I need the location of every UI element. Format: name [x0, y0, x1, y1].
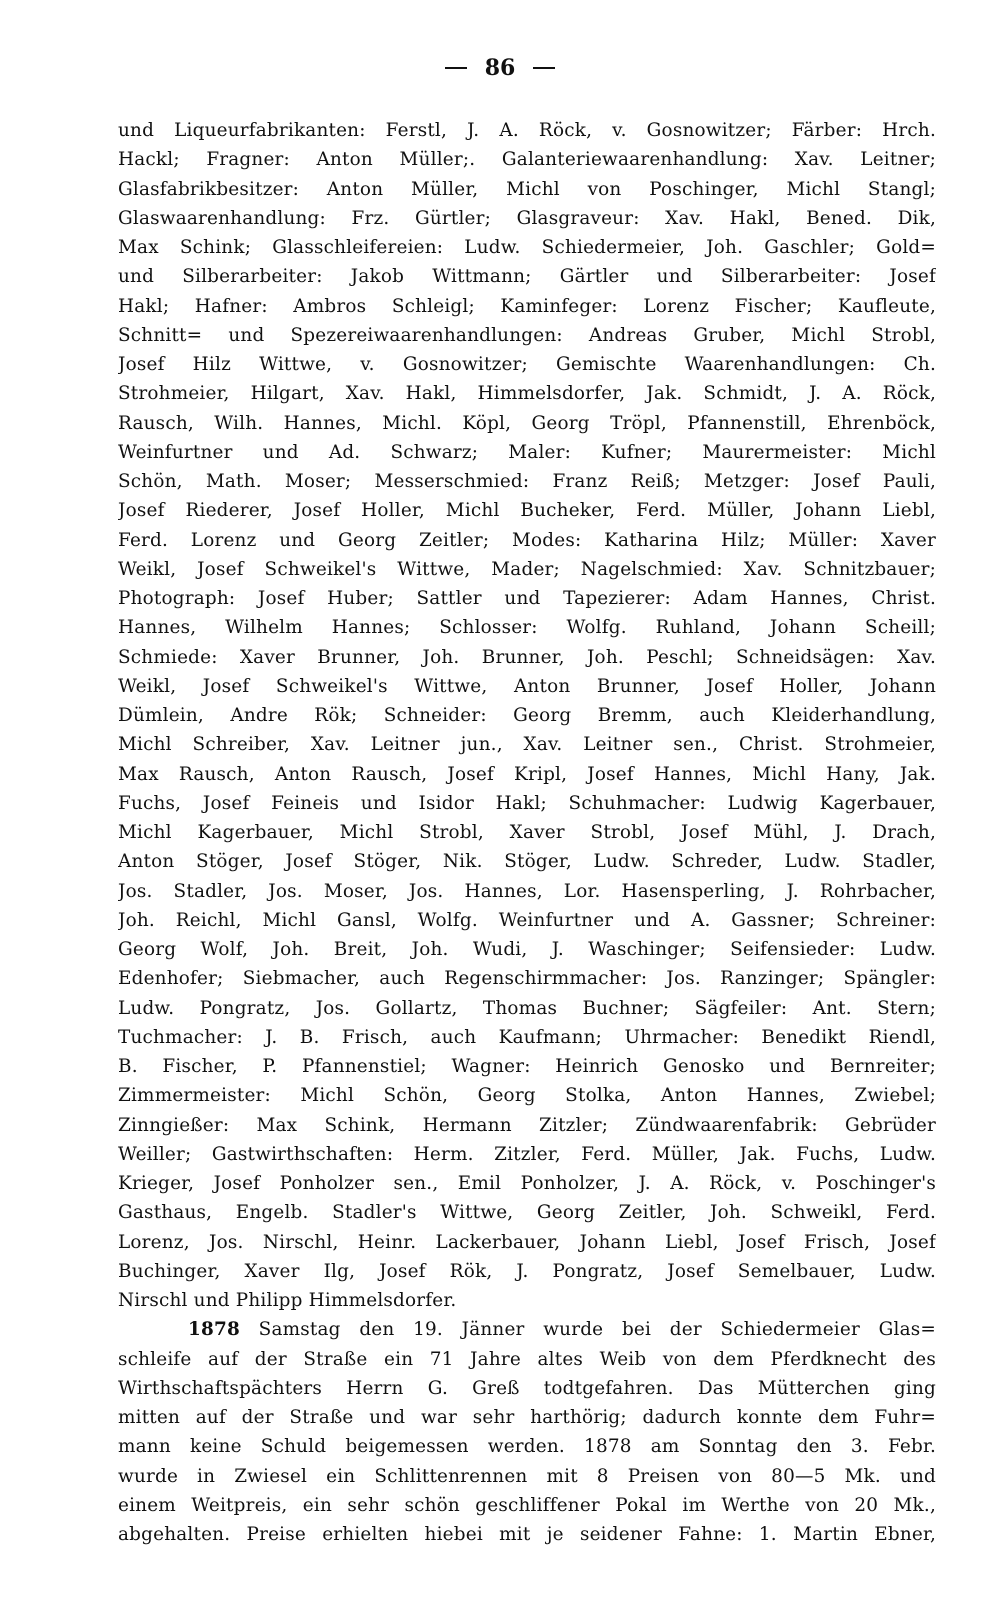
- text-line: Glasfabrikbesitzer: Anton Müller, Michl von Poschinger, Michl Stangl;: [118, 178, 936, 200]
- text-line: mitten auf der Straße und war sehr harthörig; dadurch konnte dem Fuhr=: [118, 1407, 936, 1428]
- text-line: Weikl, Josef Schweikel's Wittwe, Anton Brunner, Josef Holler, Johann: [118, 675, 936, 697]
- text-line: und Liqueurfabrikanten: Ferstl, J. A. Röck, v. Gosnowitzer; Färber: Hrch.: [118, 120, 936, 141]
- text-line: Schön, Math. Moser; Messerschmied: Franz Reiß; Metzger: Josef Pauli,: [118, 471, 936, 492]
- text-line: Max Rausch, Anton Rausch, Josef Kripl, Josef Hannes, Michl Hany, Jak.: [118, 763, 936, 785]
- paragraph-1878-events: [118, 1315, 936, 1549]
- text-line: Schmiede: Xaver Brunner, Joh. Brunner, Joh. Peschl; Schneidsägen: Xav.: [118, 646, 936, 668]
- text-line: und Silberarbeiter: Jakob Wittmann; Gärtler und Silberarbeiter: Josef: [118, 266, 936, 288]
- text-line: Glaswaarenhandlung: Frz. Gürtler; Glasgraveur: Xav. Hakl, Bened. Dik,: [118, 207, 936, 229]
- text-line: Gasthaus, Engelb. Stadler's Wittwe, Georg Zeitler, Joh. Schweikl, Ferd.: [118, 1202, 936, 1224]
- text-line: Hackl; Fragner: Anton Müller;. Galanteriewaarenhandlung: Xav. Leitner;: [118, 149, 936, 171]
- text-line: Fuchs, Josef Feineis und Isidor Hakl; Schuhmacher: Ludwig Kagerbauer,: [118, 792, 936, 814]
- year-label: 1878: [188, 1319, 240, 1341]
- text-line: wurde in Zwiesel ein Schlittenrennen mit 8 Preisen von 80—5 Mk. und: [118, 1465, 936, 1487]
- text-line: Photograph: Josef Huber; Sattler und Tapezierer: Adam Hannes, Christ.: [118, 588, 936, 609]
- first-line-text: Samstag den 19. Jänner wurde bei der Schiedermeier Glas=: [240, 1319, 936, 1341]
- text-line: Weiller; Gastwirthschaften: Herm. Zitzler, Ferd. Müller, Jak. Fuchs, Ludw.: [118, 1143, 936, 1165]
- text-line: Hakl; Hafner: Ambros Schleigl; Kaminfeger: Lorenz Fischer; Kaufleute,: [118, 295, 936, 317]
- text-line: Josef Riederer, Josef Holler, Michl Bucheker, Ferd. Müller, Johann Liebl,: [118, 500, 936, 522]
- text-line: Hannes, Wilhelm Hannes; Schlosser: Wolfg. Ruhland, Johann Scheill;: [118, 617, 936, 639]
- text-line: Strohmeier, Hilgart, Xav. Hakl, Himmelsdorfer, Jak. Schmidt, J. A. Röck,: [118, 383, 936, 405]
- text-line: Weikl, Josef Schweikel's Wittwe, Mader; Nagelschmied: Xav. Schnitzbauer;: [118, 558, 936, 580]
- text-line: Joh. Reichl, Michl Gansl, Wolfg. Weinfurtner und A. Gassner; Schreiner:: [118, 909, 936, 931]
- text-line: abgehalten. Preise erhielten hiebei mit je seidener Fahne: 1. Martin Ebner,: [118, 1524, 936, 1545]
- text-line: Rausch, Wilh. Hannes, Michl. Köpl, Georg Tröpl, Pfannenstill, Ehrenböck,: [118, 412, 936, 434]
- body-text: [118, 116, 936, 1549]
- header-dash-right: [533, 67, 555, 69]
- text-line: schleife auf der Straße ein 71 Jahre altes Weib von dem Pferdknecht des: [118, 1348, 936, 1370]
- text-line: Zinngießer: Max Schink, Hermann Zitzler; Zündwaarenfabrik: Gebrüder: [118, 1114, 936, 1136]
- text-line: Dümlein, Andre Rök; Schneider: Georg Bremm, auch Kleiderhandlung,: [118, 705, 936, 726]
- text-line: Krieger, Josef Ponholzer sen., Emil Ponholzer, J. A. Röck, v. Poschinger's: [118, 1173, 936, 1194]
- text-line: Weinfurtner und Ad. Schwarz; Maler: Kufner; Maurermeister: Michl: [118, 441, 936, 463]
- page-number: 86: [484, 55, 516, 81]
- text-line: Michl Schreiber, Xav. Leitner jun., Xav. Leitner sen., Christ. Strohmeier,: [118, 734, 936, 756]
- text-line: Wirthschaftspächters Herrn G. Greß todtgefahren. Das Mütterchen ging: [118, 1377, 936, 1399]
- header-dash-left: [445, 67, 467, 69]
- text-line: Josef Hilz Wittwe, v. Gosnowitzer; Gemischte Waarenhandlungen: Ch.: [118, 354, 936, 375]
- text-line: Jos. Stadler, Jos. Moser, Jos. Hannes, Lor. Hasensperling, J. Rohrbacher,: [118, 880, 936, 902]
- text-line: Edenhofer; Siebmacher, auch Regenschirmmacher: Jos. Ranzinger; Spängler:: [118, 968, 936, 990]
- text-line: Tuchmacher: J. B. Frisch, auch Kaufmann; Uhrmacher: Benedikt Riendl,: [118, 1026, 936, 1048]
- paragraph-trades-list: [118, 116, 936, 1315]
- text-line: einem Weitpreis, ein sehr schön geschliffener Pokal im Werthe von 20 Mk.,: [118, 1494, 936, 1516]
- text-line: mann keine Schuld beigemessen werden. 1878 am Sonntag den 3. Febr.: [118, 1436, 936, 1458]
- page-header: [0, 48, 1000, 88]
- text-line: Zimmermeister: Michl Schön, Georg Stolka, Anton Hannes, Zwiebel;: [118, 1085, 936, 1107]
- text-line: Max Schink; Glasschleifereien: Ludw. Schiedermeier, Joh. Gaschler; Gold=: [118, 237, 936, 258]
- text-line: Michl Kagerbauer, Michl Strobl, Xaver Strobl, Josef Mühl, J. Drach,: [118, 822, 936, 843]
- text-line: Ludw. Pongratz, Jos. Gollartz, Thomas Buchner; Sägfeiler: Ant. Stern;: [118, 997, 936, 1019]
- text-line: Lorenz, Jos. Nirschl, Heinr. Lackerbauer, Johann Liebl, Josef Frisch, Josef: [118, 1231, 936, 1253]
- text-line: Anton Stöger, Josef Stöger, Nik. Stöger, Ludw. Schreder, Ludw. Stadler,: [118, 851, 936, 873]
- text-line: Georg Wolf, Joh. Breit, Joh. Wudi, J. Waschinger; Seifensieder: Ludw.: [118, 939, 936, 960]
- text-line: B. Fischer, P. Pfannenstiel; Wagner: Heinrich Genosko und Bernreiter;: [118, 1056, 936, 1077]
- text-line: Schnitt= und Spezereiwaarenhandlungen: Andreas Gruber, Michl Strobl,: [118, 324, 936, 346]
- text-line: Buchinger, Xaver Ilg, Josef Rök, J. Pongratz, Josef Semelbauer, Ludw.: [118, 1260, 936, 1282]
- text-line: Nirschl und Philipp Himmelsdorfer.: [118, 1290, 457, 1311]
- text-line: Ferd. Lorenz und Georg Zeitler; Modes: Katharina Hilz; Müller: Xaver: [118, 529, 936, 551]
- text-line-first: [118, 1315, 936, 1344]
